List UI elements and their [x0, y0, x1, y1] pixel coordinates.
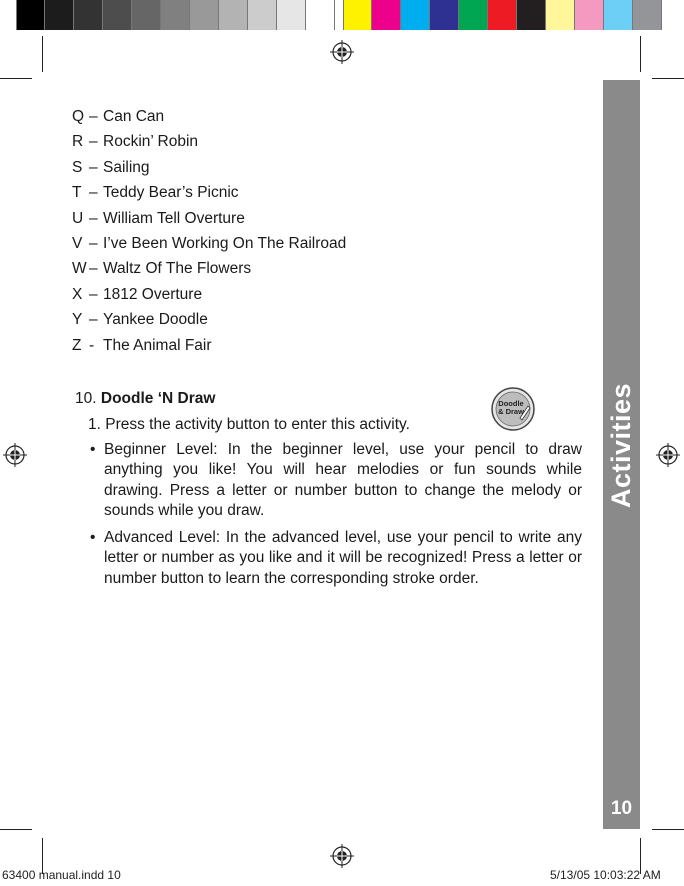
song-letter: S	[72, 158, 83, 176]
icon-label-line1: Doodle	[498, 399, 524, 408]
color-swatch	[45, 0, 74, 30]
song-letter: Q	[72, 108, 85, 125]
song-title: Waltz Of The Flowers	[103, 260, 252, 278]
song-title: Sailing	[103, 158, 150, 176]
slug-file: 63400 manual.indd 10	[2, 868, 121, 882]
registration-target-icon	[330, 40, 354, 64]
color-swatch	[575, 0, 604, 30]
color-bar-gap	[335, 0, 343, 30]
bullet-beginner	[90, 440, 582, 521]
page-number: 10	[610, 798, 633, 819]
color-swatch	[132, 0, 161, 30]
icon-label-line2: & Draw	[498, 407, 524, 416]
color-swatch	[488, 0, 517, 30]
song-separator: -	[89, 336, 95, 354]
color-swatch	[219, 0, 248, 30]
color-swatch	[372, 0, 401, 30]
color-swatch	[74, 0, 103, 30]
list-item	[72, 333, 346, 358]
color-swatch	[248, 0, 277, 30]
song-list	[72, 104, 346, 358]
color-swatch	[459, 0, 488, 30]
list-item	[72, 307, 346, 332]
song-letter: U	[72, 209, 84, 227]
song-title: I’ve Been Working On The Railroad	[103, 234, 347, 252]
color-swatch	[604, 0, 633, 30]
slug-date: 5/13/05 10:03:22 AM	[550, 868, 661, 882]
list-item	[72, 282, 346, 307]
list-item	[72, 256, 346, 281]
bullet-advanced-text: Advanced Level: In the advanced level, use your pencil to write any letter or number as you like and it will be recognized! Press a letter or number button to learn the corresponding stroke order.	[104, 529, 582, 587]
song-letter: T	[72, 184, 82, 202]
color-swatch	[401, 0, 430, 30]
list-item	[72, 231, 346, 256]
registration-target-icon	[330, 844, 354, 868]
section-heading	[75, 390, 215, 408]
list-item	[72, 155, 346, 180]
song-letter: Z	[72, 336, 82, 354]
crop-mark	[0, 78, 32, 79]
song-separator: –	[89, 158, 98, 176]
song-separator: –	[89, 285, 98, 303]
list-item	[72, 206, 346, 231]
crop-mark	[652, 78, 684, 79]
song-title: Rockin’ Robin	[103, 133, 199, 151]
section-title: Doodle ‘N Draw	[100, 390, 216, 407]
color-swatch	[430, 0, 459, 30]
color-swatch	[517, 0, 546, 30]
crop-mark	[652, 829, 684, 830]
song-letter: W	[72, 260, 87, 278]
color-swatch	[306, 0, 335, 30]
song-separator: –	[89, 311, 98, 329]
song-title: Yankee Doodle	[103, 311, 208, 329]
bullet-advanced	[90, 528, 582, 589]
registration-target-icon	[3, 443, 27, 467]
song-letter: Y	[72, 311, 83, 329]
color-swatch	[277, 0, 306, 30]
song-title: Can Can	[103, 108, 165, 125]
color-swatch	[16, 0, 45, 30]
song-separator: –	[89, 108, 98, 125]
registration-target-icon	[656, 443, 680, 467]
song-letter: V	[72, 234, 83, 252]
song-title: The Animal Fair	[103, 336, 212, 354]
color-swatch	[343, 0, 372, 30]
song-title: Teddy Bear’s Picnic	[103, 184, 239, 202]
song-letter: X	[72, 285, 83, 303]
color-swatch	[546, 0, 575, 30]
side-tab-title: Activities	[606, 382, 637, 508]
list-item	[72, 129, 346, 154]
song-separator: –	[89, 260, 98, 278]
bullet-dot: •	[90, 441, 96, 458]
color-calibration-bar	[16, 0, 662, 30]
bullet-dot: •	[90, 529, 96, 546]
bullet-beginner-text: Beginner Level: In the beginner level, use your pencil to draw anything you like! You will hear melodies or fun sounds while drawing. Press a letter or number button to change the melody or sounds while you draw.	[104, 441, 582, 519]
crop-mark	[640, 36, 641, 72]
doodle-n-draw-button-icon	[490, 386, 536, 432]
crop-mark	[42, 36, 43, 72]
song-separator: –	[89, 184, 98, 202]
song-letter: R	[72, 133, 84, 151]
side-tab-label	[604, 382, 640, 508]
list-item	[72, 104, 346, 129]
color-swatch	[633, 0, 662, 30]
step-1-text: 1. Press the activity button to enter this activity.	[88, 416, 410, 433]
song-separator: –	[89, 234, 98, 252]
section-number: 10.	[75, 390, 97, 407]
song-separator: –	[89, 209, 98, 227]
song-separator: –	[89, 133, 98, 151]
list-item	[72, 180, 346, 205]
color-swatch	[103, 0, 132, 30]
song-title: William Tell Overture	[103, 209, 245, 227]
color-swatch	[161, 0, 190, 30]
color-swatch	[190, 0, 219, 30]
crop-mark	[0, 829, 32, 830]
song-title: 1812 Overture	[103, 285, 203, 303]
